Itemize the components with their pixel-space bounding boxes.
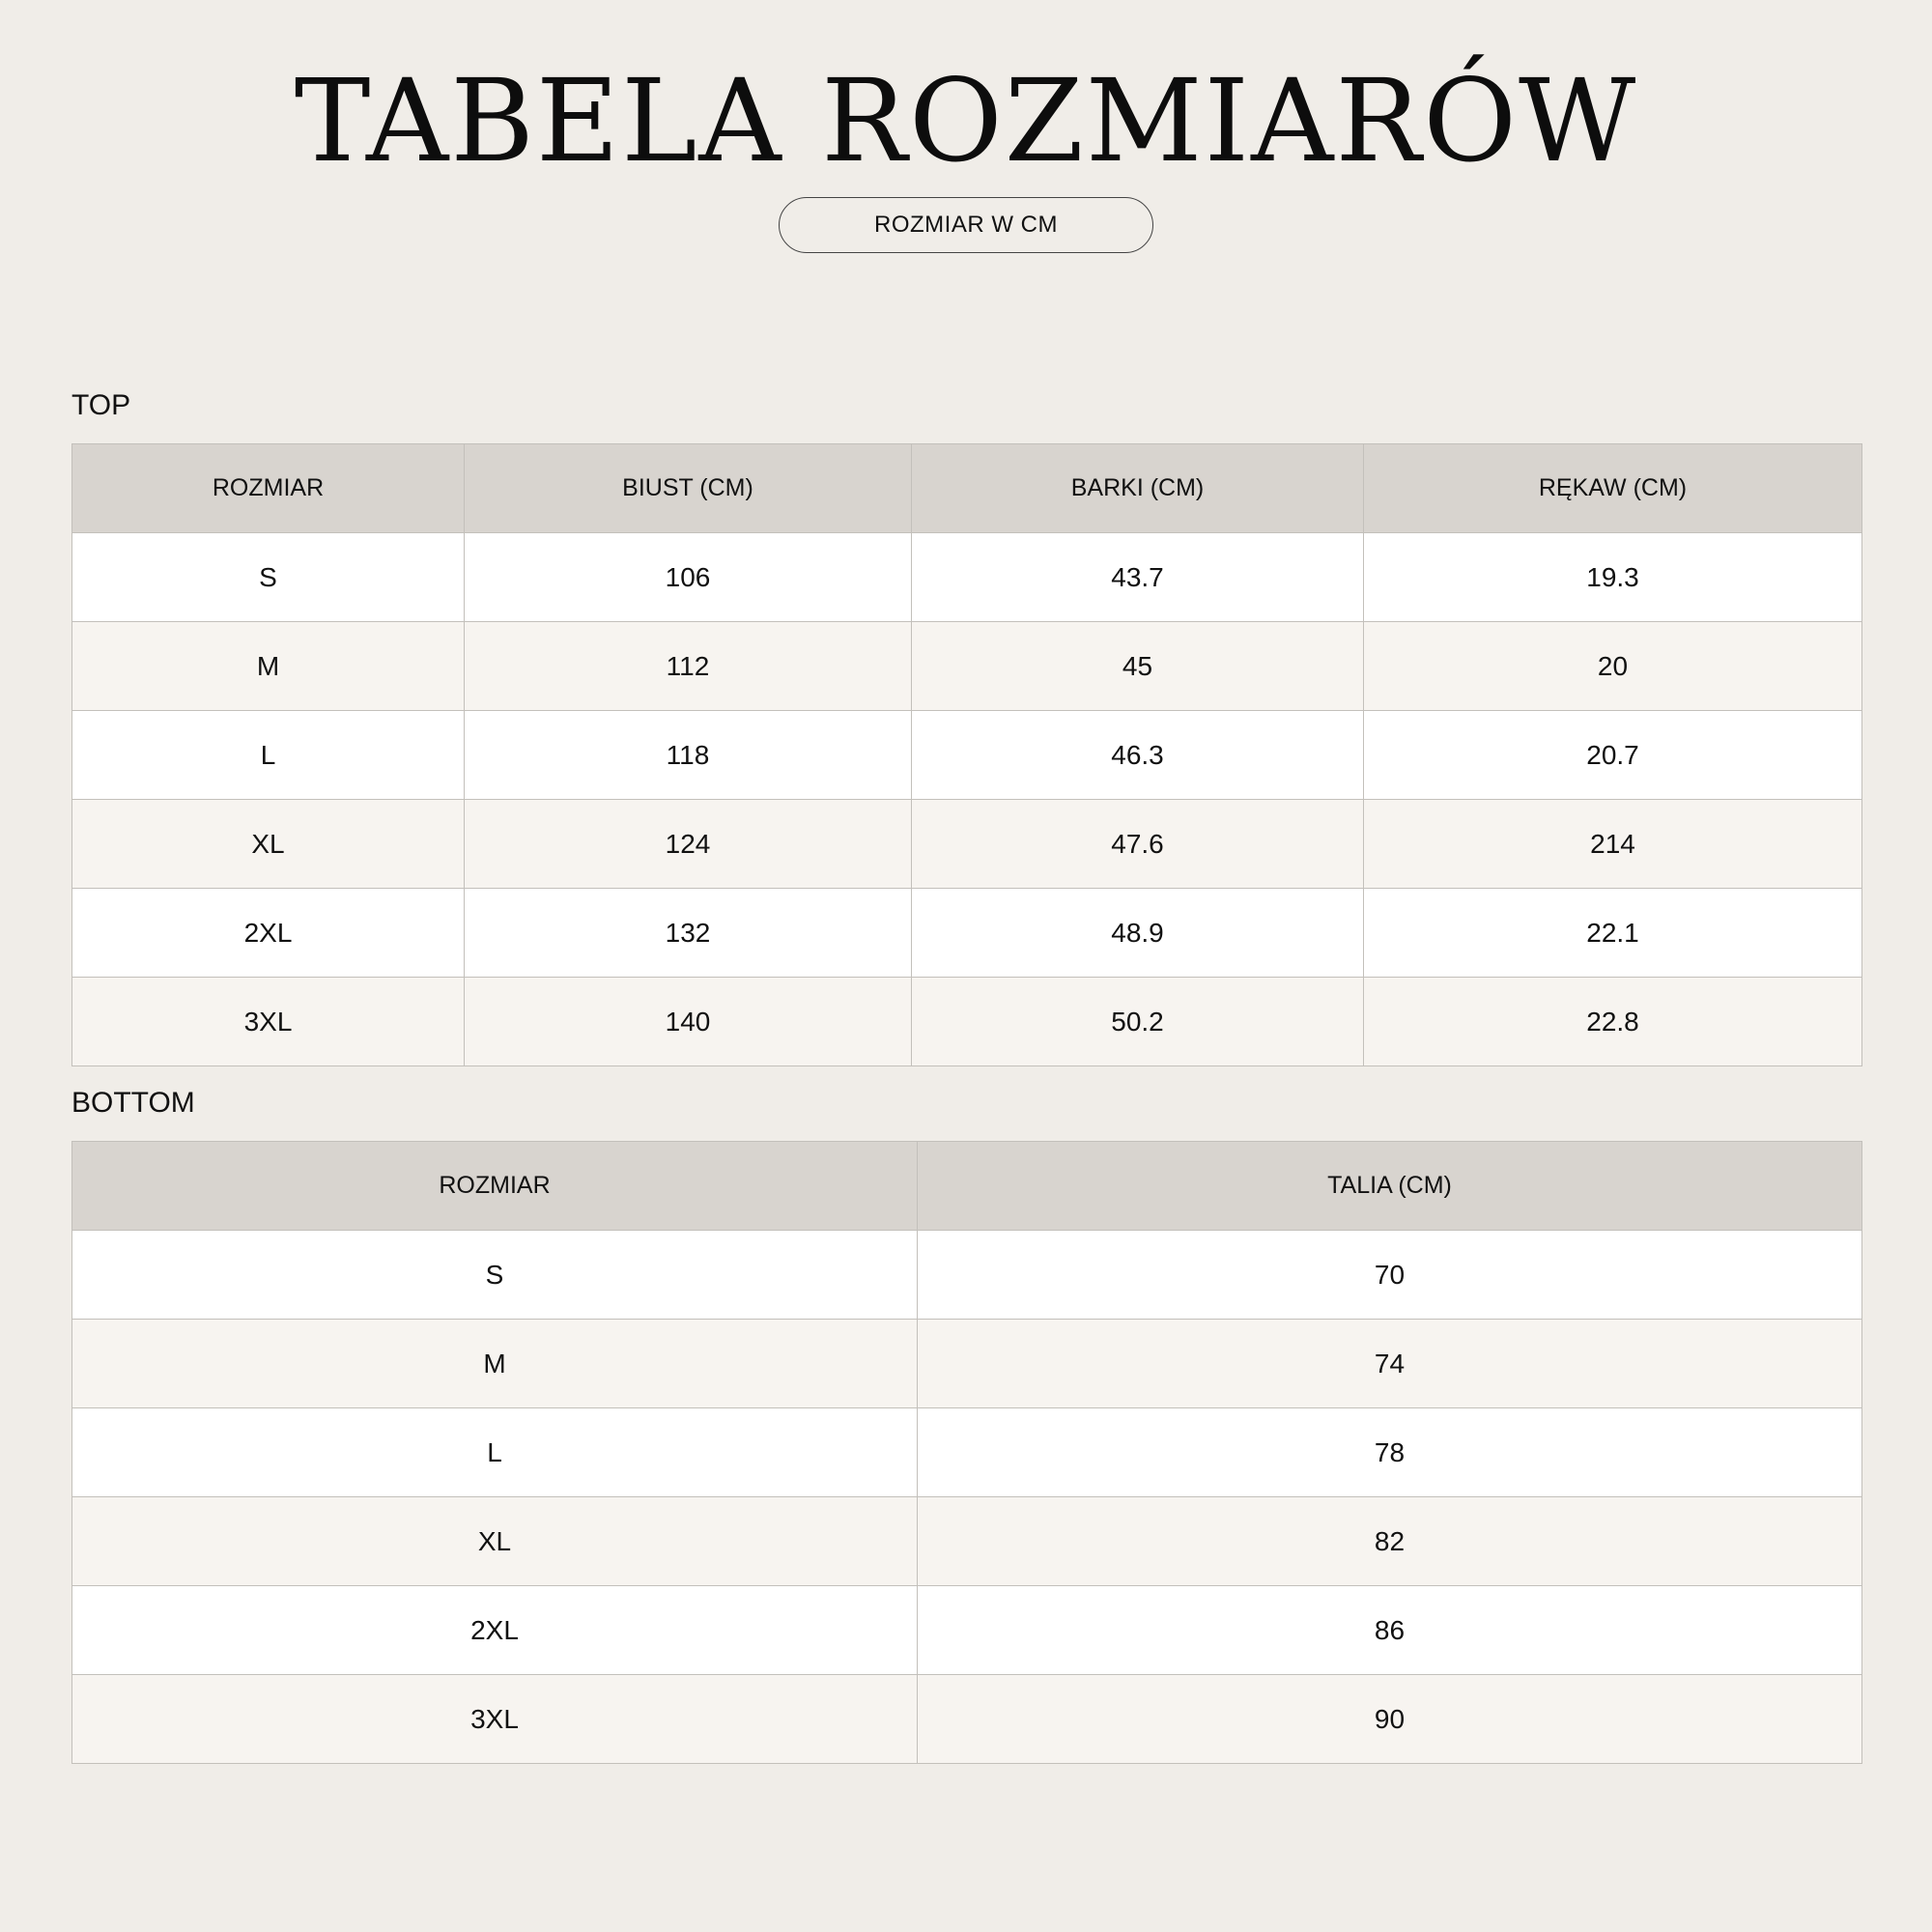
bust-cell: 106: [465, 533, 912, 622]
waist-cell: 82: [918, 1497, 1862, 1586]
table-row: [72, 711, 1862, 800]
top-size-table: [71, 443, 1862, 1066]
page-title: TABELA ROZMIARÓW: [294, 54, 1638, 187]
table-row: [72, 978, 1862, 1066]
bust-cell: 140: [465, 978, 912, 1066]
sleeve-cell: 22.8: [1364, 978, 1862, 1066]
size-cell: XL: [72, 800, 465, 889]
shoulders-cell: 48.9: [912, 889, 1364, 978]
bust-cell: 118: [465, 711, 912, 800]
table-row: [72, 800, 1862, 889]
size-cell: XL: [72, 1497, 918, 1586]
sleeve-cell: 20: [1364, 622, 1862, 711]
table-row: [72, 1497, 1862, 1586]
column-header-barki: BARKI (CM): [912, 444, 1364, 533]
shoulders-cell: 43.7: [912, 533, 1364, 622]
size-cell: L: [72, 1408, 918, 1497]
waist-cell: 90: [918, 1675, 1862, 1764]
unit-badge: ROZMIAR W CM: [779, 197, 1153, 253]
sleeve-cell: 22.1: [1364, 889, 1862, 978]
column-header-talia: TALIA (CM): [918, 1142, 1862, 1231]
sleeve-cell: 20.7: [1364, 711, 1862, 800]
size-cell: M: [72, 622, 465, 711]
section-label-top: TOP: [71, 389, 131, 421]
shoulders-cell: 50.2: [912, 978, 1364, 1066]
column-header-rozmiar: ROZMIAR: [72, 1142, 918, 1231]
table-row: [72, 1675, 1862, 1764]
bust-cell: 132: [465, 889, 912, 978]
waist-cell: 78: [918, 1408, 1862, 1497]
waist-cell: 74: [918, 1320, 1862, 1408]
table-row: [72, 1320, 1862, 1408]
bust-cell: 112: [465, 622, 912, 711]
shoulders-cell: 47.6: [912, 800, 1364, 889]
size-cell: M: [72, 1320, 918, 1408]
size-cell: 3XL: [72, 978, 465, 1066]
sleeve-cell: 19.3: [1364, 533, 1862, 622]
table-header-row: [72, 1142, 1862, 1231]
shoulders-cell: 46.3: [912, 711, 1364, 800]
waist-cell: 70: [918, 1231, 1862, 1320]
size-cell: 3XL: [72, 1675, 918, 1764]
section-label-bottom: BOTTOM: [71, 1087, 195, 1119]
table-header-row: [72, 444, 1862, 533]
size-cell: S: [72, 1231, 918, 1320]
table-row: [72, 622, 1862, 711]
column-header-biust: BIUST (CM): [465, 444, 912, 533]
size-cell: S: [72, 533, 465, 622]
table-row: [72, 1408, 1862, 1497]
size-cell: L: [72, 711, 465, 800]
bust-cell: 124: [465, 800, 912, 889]
table-row: [72, 1586, 1862, 1675]
size-cell: 2XL: [72, 889, 465, 978]
waist-cell: 86: [918, 1586, 1862, 1675]
column-header-rozmiar: ROZMIAR: [72, 444, 465, 533]
table-row: [72, 1231, 1862, 1320]
sleeve-cell: 214: [1364, 800, 1862, 889]
column-header-rekaw: RĘKAW (CM): [1364, 444, 1862, 533]
table-row: [72, 889, 1862, 978]
bottom-size-table: [71, 1141, 1862, 1764]
shoulders-cell: 45: [912, 622, 1364, 711]
table-row: [72, 533, 1862, 622]
size-cell: 2XL: [72, 1586, 918, 1675]
